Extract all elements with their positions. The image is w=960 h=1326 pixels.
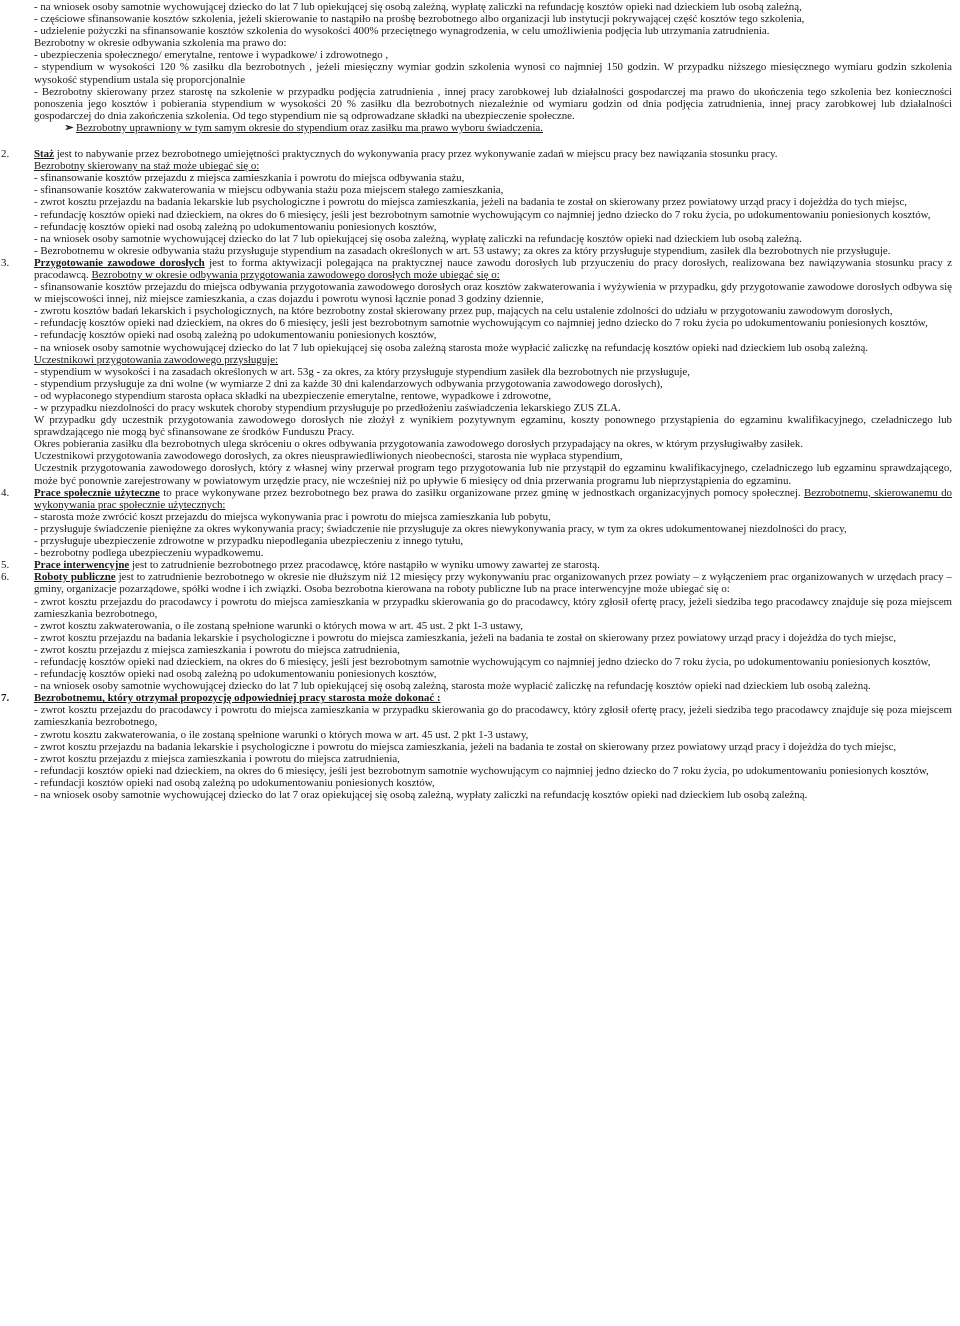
section-number: 2. — [1, 148, 10, 161]
list-item: - zwrotu kosztu zakwaterowania, o ile zostaną spełnione warunki o których mowa w art. 45 ust. 2 pkt 1-3 ustawy, — [34, 728, 529, 741]
list-item: - zwrot kosztu przejazdu z miejsca zamieszkania i powrotu do miejsca zatrudnienia, — [34, 643, 400, 656]
section-text: jest to forma aktywizacji polegająca na praktycznej nauce zawodu dorosłych lub przyuczeniu do pracy dorosłych, realizowana bez nawiązywania stosunku pracy z pracodawcą. — [34, 256, 952, 281]
list-item: - na wniosek osoby samotnie wychowującej dziecko do lat 7 oraz opiekującej się osobą zależną, wypłaty zaliczki na refundację kosztów opieki nad dzieckiem lub osobą zależną. — [34, 789, 808, 801]
list-item: - przysługuje świadczenie pieniężne za okres wykonywania pracy; świadczenie nie przysługuje za okres niewykonywania pracy, w tym za okres udokumentowanej niezdolności do pracy, — [34, 522, 847, 535]
arrow-note — [64, 121, 952, 134]
list-item: - zwrot kosztu zakwaterowania, o ile zostaną spełnione warunki o których mowa w art. 45 ust. 2 pkt 1-3 ustawy, — [34, 619, 523, 632]
section-title: Staż — [34, 148, 54, 161]
section-title: Bezrobotnemu, który otrzymał propozycję odpowiedniej pracy starosta może dokonać : — [34, 692, 441, 705]
paragraph: Uczestnikowi przygotowania zawodowego dorosłych, za okres nieusprawiedliwionych nieobecności, starosta nie wypłaca stypendium, — [34, 450, 623, 463]
list-item: - refundację kosztów opieki nad dzieckiem, na okres do 6 miesięcy, jeśli jest bezrobotnym samotnie wychowującym co najmniej jedno dziecko do 7 roku życia po udokumentowaniu poniesionych kosztów, — [34, 317, 928, 330]
section-title: Roboty publiczne — [34, 571, 116, 584]
section-number: 5. — [1, 559, 10, 572]
list-item: - stypendium przysługuje za dni wolne (w wymiarze 2 dni za każde 30 dni kalendarzowych odbywania przygotowania zawodowego dorosłych), — [34, 377, 663, 390]
section-title: Prace społecznie użyteczne — [34, 486, 160, 499]
section-4 — [1, 486, 952, 560]
section-number: 7. — [1, 692, 10, 705]
list-item: - refundacji kosztów opieki nad dzieckiem, na okres do 6 miesięcy, jeśli jest bezrobotnym samotnie wychowującym co najmniej jedno dziecko do 7 roku życia, po udokumentowaniu poniesionych kosztów, — [34, 764, 929, 777]
list-item: - na wniosek osoby samotnie wychowującej dziecko do lat 7 lub opiekującej się osoba zależną starosta może wypłacić zaliczkę na refundację kosztów opieki nad dzieckiem lub osobą zależną. — [34, 341, 869, 354]
list-item: - starosta może zwrócić koszt przejazdu do miejsca wykonywania prac i powrotu do miejsca zamieszkania lub pobytu, — [34, 510, 551, 523]
section-text: jest to zatrudnienie bezrobotnego przez pracodawcę, które nastąpiło w wyniku umowy zawartej ze starostą. — [129, 559, 600, 572]
section-text: jest to zatrudnienie bezrobotnego w okresie nie dłuższym niż 12 miesięcy przy wykonywaniu prac organizowanych przez powiaty – z wyłączeniem prac organizowanych w urzędach pracy – gminy, organizacje pozarządowe, spółki wodne i ich związki. Osoba bezrobotna kierowana na roboty publiczne lub na prace interwencyjne może ubiegać się o: — [34, 571, 953, 596]
list-item: - refundację kosztów opieki nad dzieckiem, na okres do 6 miesięcy, jeśli jest bezrobotnym samotnie wychowującym co najmniej jedno dziecko do 7 roku życia, po udokumentowaniu poniesionych kosztów, — [34, 208, 931, 221]
list-item: - zwrotu kosztów badań lekarskich i psychologicznych, na które bezrobotny został skierowany przez pup, mających na celu ustalenie zdolności do udziału w przygotowaniu zawodowym dorosłych, — [34, 305, 893, 318]
paragraph: Uczestnik przygotowania zawodowego dorosłych, który z własnej winy przerwał program tego przygotowania lub nie przystąpił do egzaminu kwalifikacyjnego, czeladniczego lub egzaminu sprawdzającego, może być ponownie zarejestrowany w powiatowym urzędzie pracy, nie wcześniej niż po upływie 6 miesięcy od dnia przerwania programu lub nieprzystąpienia do egzaminu. — [34, 462, 952, 487]
list-item: - na wniosek osoby samotnie wychowującej dziecko do lat 7 lub opiekującej się osobą zależną, starosta może wypłacić zaliczkę na refundację kosztów opieki nad dzieckiem lub osobą zależną. — [34, 680, 871, 693]
section-subheading: Bezrobotny w okresie odbywania przygotowania zawodowego dorosłych może ubiegać się o: — [91, 268, 500, 281]
list-item: - bezrobotny podlega ubezpieczeniu wypadkowemu. — [34, 547, 264, 560]
arrow-note-text: Bezrobotny uprawniony w tym samym okresie do stypendium oraz zasiłku ma prawo wyboru świadczenia. — [76, 121, 543, 134]
list-item: - przysługuje ubezpieczenie zdrowotne w przypadku niepodlegania ubezpieczeniu z innego tytułu, — [34, 535, 464, 548]
section-number: 3. — [1, 256, 10, 269]
section-title: Przygotowanie zawodowe dorosłych — [34, 256, 205, 269]
section-5 — [1, 559, 952, 572]
list-item: - na wniosek osoby samotnie wychowującej dziecko do lat 7 lub opiekującej się osoba zależną, wypłatę zaliczki na refundację kosztów opieki nad dzieckiem lub osobą zależną. — [34, 232, 802, 245]
list-item: - sfinansowanie kosztów przejazdu do miejsca odbywania przygotowania zawodowego dorosłych oraz kosztów zakwaterowania i wyżywienia w przypadku, gdy przygotowanie zawodowe dorosłych odbywa się w miejscowości innej, niż miejsce zamieszkania, a czas dojazdu i powrotu wynosi łącznie ponad 3 godziny dziennie, — [34, 281, 952, 306]
list-item: - refundacji kosztów opieki nad osobą zależną po udokumentowaniu poniesionych kosztów, — [34, 776, 435, 789]
section-6 — [1, 571, 953, 693]
list-item: - zwrot kosztu przejazdu na badania lekarskie i psychologiczne i powrotu do miejsca zamieszkania, jeżeli na badania te został on skierowany przez powiatowy urząd pracy i dojeżdża do tych miejsc, — [34, 631, 897, 644]
section-7 — [1, 692, 952, 801]
intro-line: - na wniosek osoby samotnie wychowującej dziecko do lat 7 lub opiekującej się osobą zależną, wypłatę zaliczki na refundację kosztów opieki nad dzieckiem lub osobą zależną, — [34, 1, 802, 13]
list-item: - zwrot kosztu przejazdu do pracodawcy i powrotu do miejsca zamieszkania w przypadku skierowania go do pracodawcy, który zgłosił ofertę pracy, jeżeli siedziba tego pracodawcy znajduje się poza miejscem zamieszkania bezrobotnego, — [34, 704, 952, 729]
list-item: - od wypłaconego stypendium starosta opłaca składki na ubezpieczenie emerytalne, rentowe, wypadkowe i zdrowotne, — [34, 389, 552, 402]
szkolenie-line: - Bezrobotny skierowany przez starostę na szkolenie w przypadku podjęcia zatrudnienia , innej pracy zarobkowej lub działalności gospodarczej ma prawo do ukończenia tego szkolenia bez konieczności ponoszenia jego kosztów i pobierania stypendium w wysokości 20 % zasiłku dla bezrobotnych niezależnie od wymiaru godzin od dnia podjęcia zatrudnienia, innej pracy zarobkowej lub działalności gospodarczej do dnia zakończenia szkolenia. Od tego stypendium nie są odprowadzane składki na ubezpieczenie społeczne. — [34, 85, 952, 122]
intro-line: - udzielenie pożyczki na sfinansowanie kosztów szkolenia do wysokości 400% przeciętnego wynagrodzenia, w celu umożliwienia podjęcia lub utrzymania zatrudnienia. — [34, 25, 770, 38]
list-item: - zwrot kosztu przejazdu do pracodawcy i powrotu do miejsca zamieszkania w przypadku skierowania go do pracodawcy, który zgłosił ofertę pracy, jeżeli siedziba tego pracodawcy znajduje się poza miejscem zamieszkania bezrobotnego, — [34, 595, 952, 620]
section-2 — [1, 148, 952, 257]
szkolenie-heading: Bezrobotny w okresie odbywania szkolenia ma prawo do: — [34, 37, 287, 50]
section-subheading: Bezrobotny skierowany na staż może ubiegać się o: — [34, 160, 260, 173]
paragraph: W przypadku gdy uczestnik przygotowania zawodowego dorosłych nie złożył z wynikiem pozytywnym egzaminu, koszty ponownego przystąpienia do egzaminu kwalifikacyjnego, czeladniczego lub sprawdzającego nie mogą być sfinansowane ze środków Funduszu Pracy. — [34, 414, 952, 439]
section-number: 6. — [1, 571, 10, 584]
list-item: - refundację kosztów opieki nad osobą zależną po udokumentowaniu poniesionych kosztów, — [34, 329, 437, 342]
list-item: - w przypadku niezdolności do pracy wskutek choroby stypendium przysługuje po przedłożeniu zaświadczenia lekarskiego ZUS ZLA. — [34, 402, 621, 414]
section-title: Prace interwencyjne — [34, 559, 130, 572]
list-item: - refundację kosztów opieki nad osobą zależną po udokumentowaniu poniesionych kosztów, — [34, 668, 437, 681]
list-item: - stypendium w wysokości i na zasadach określonych w art. 53g - za okres, za który przysługuje stypendium zasiłek dla bezrobotnych nie przysługuje, — [34, 365, 690, 378]
szkolenie-line: - ubezpieczenia społecznego/ emerytalne, rentowe i wypadkowe/ i zdrowotnego , — [34, 49, 389, 62]
section-subheading: Uczestnikowi przygotowania zawodowego przysługuje: — [34, 353, 279, 366]
list-item: - zwrot kosztu przejazdu na badania lekarskie i psychologiczne i powrotu do miejsca zamieszkania, jeżeli na badania te został on skierowany przez powiatowy urząd pracy i dojeżdża do tych miejsc, — [34, 740, 897, 753]
section-subheading: Bezrobotnemu, skierowanemu do wykonywania prac społecznie użytecznych: — [34, 486, 952, 511]
section-text: to prace wykonywane przez bezrobotnego bez prawa do zasiłku organizowane przez gminę w jednostkach organizacyjnych pomocy społecznej. — [159, 486, 805, 499]
section-3 — [1, 256, 952, 487]
list-item: - zwrot kosztu przejazdu na badania lekarskie lub psychologiczne i powrotu do miejsca zamieszkania, jeżeli na badania te został on skierowany przez powiatowy urząd pracy i dojeżdża do tych miejsc, — [34, 196, 908, 209]
section-number: 4. — [1, 486, 10, 499]
paragraph: Okres pobierania zasiłku dla bezrobotnych ulega skróceniu o okres odbywania przygotowania zawodowego dorosłych przypadający na okres, w którym przysługiwałby zasiłek. — [34, 438, 804, 451]
list-item: - Bezrobotnemu w okresie odbywania stażu przysługuje stypendium na zasadach określonych w art. 53 ustawy; za okres za który przysługuje stypendium, zasiłek dla bezrobotnych nie przysługuje. — [34, 244, 891, 257]
list-item: - zwrot kosztu przejazdu z miejsca zamieszkania i powrotu do miejsca zatrudnienia, — [34, 752, 400, 765]
list-item: - sfinansowanie kosztów zakwaterowania w miejscu odbywania stażu poza miejscem stałego zamieszkania, — [34, 184, 504, 197]
list-item: - refundację kosztów opieki nad dzieckiem, na okres do 6 miesięcy, jeśli jest bezrobotnym samotnie wychowującym co najmniej jedno dziecko do 7 roku życia, po udokumentowaniu poniesionych kosztów, — [34, 655, 931, 668]
arrow-bullet-icon: ➢ — [64, 121, 74, 134]
intro-line: - częściowe sfinansowanie kosztów szkolenia, jeżeli skierowanie to nastąpiło na prośbę bezrobotnego albo organizacji lub instytucji pokrywającej część kosztów tego szkolenia, — [34, 13, 805, 26]
szkolenie-line: - stypendium w wysokości 120 % zasiłku dla bezrobotnych , jeżeli miesięczny wymiar godzin szkolenia wynosi co najmniej 150 godzin. W przypadku niższego miesięcznego wymiaru godzin szkolenia wysokość stypendium ustala się proporcjonalnie — [34, 61, 952, 86]
section-text: jest to nabywanie przez bezrobotnego umiejętności praktycznych do wykonywania pracy przez wykonywanie zadań w miejscu pracy bez nawiązania stosunku pracy. — [53, 148, 778, 161]
list-item: - refundację kosztów opieki nad osobą zależną po udokumentowaniu poniesionych kosztów, — [34, 220, 437, 233]
list-item: - sfinansowanie kosztów przejazdu z miejsca zamieszkania i powrotu do miejsca odbywania stażu, — [34, 172, 465, 185]
